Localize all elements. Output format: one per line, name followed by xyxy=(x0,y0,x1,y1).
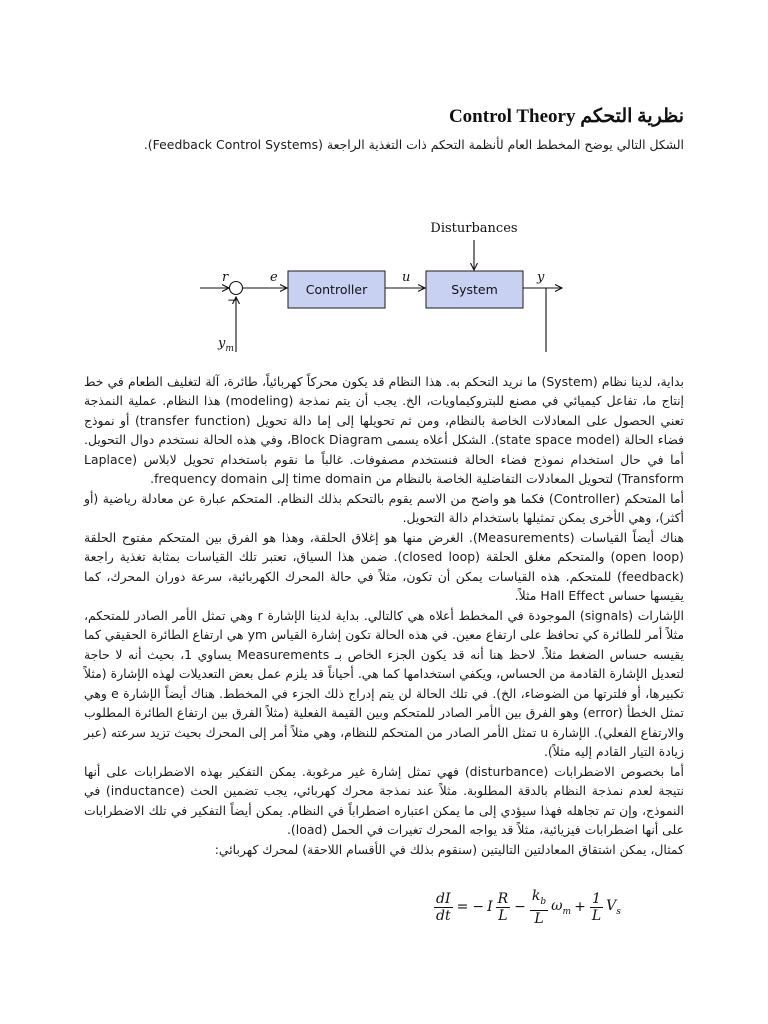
omega-subscript: m xyxy=(562,906,572,917)
kb-numerator xyxy=(530,888,548,911)
signal-u-label: u xyxy=(402,269,411,285)
voltage-symbol: V xyxy=(606,898,617,914)
kb-subscript: b xyxy=(540,896,547,907)
intro-paragraph: الشكل التالي يوضح المخطط العام لأنظمة التحكم ذات التغذية الراجعة (Feedback Control Systems). xyxy=(143,137,684,152)
system-label: System xyxy=(451,281,498,297)
derivative-fraction xyxy=(434,891,453,924)
title-english: Control Theory xyxy=(448,106,576,127)
minus-sign: − xyxy=(227,292,238,307)
paragraph-signals: الإشارات (signals) الموجودة في المخطط أعلاه هي كالتالي. بداية لدينا الإشارة r وهي تمثل الأمر الصادر للمتحكم، مثلاً أمر للطائرة كي تحافظ على ارتفاع معين. في هذه الحالة تكون إشارة القياس ym هي ارتفاع الطائرة الحقيقي كما يقيسه حساس الضغط مثلاً. لاحظ هنا أنه قد يكون الجزء الخاص بـ Measurements يساوي 1، بحيث أنه لا حاجة لتعديل الإشارة القادمة من الحساس، ويكفي استخدامها كما هي. أحياناً قد يلزم عمل بعض التعديلات لهذه الإشارة (مثلاً تكبيرها، أو فلترتها من الضوضاء، الخ). في تلك الحالة لن يتم إدراج ذلك الجزء في المخطط. هناك أيضاً الإشارة e وهي تمثل الخطأ (error) وهو الفرق بين الأمر الصادر للمتحكم وبين القيمة الفعلية (مثلاً الفرق بين ارتفاع الطائرة المطلوب والارتفاع الفعلي). الإشارة u تمثل الأمر الصادر من المتحكم للنظام، وهي مثلاً أمر إلى المحرك بحيث تزيد سرعته (عبر زيادة التيار القادم إليه مثلاً). xyxy=(84,607,685,759)
one-over-l-fraction xyxy=(590,891,603,924)
minus-sign-1: − xyxy=(472,899,485,916)
one-numerator: 1 xyxy=(592,890,601,907)
derivative-denominator: dt xyxy=(436,907,451,924)
motor-equation xyxy=(432,888,622,927)
signal-y-label: y xyxy=(537,269,545,285)
disturbances-label: Disturbances xyxy=(430,220,518,236)
kb-over-l-fraction xyxy=(530,888,548,927)
signal-r-label: r xyxy=(222,269,229,285)
paragraph-measurements: هناك أيضاً القياسات (Measurements). الغرض منها هو إغلاق الحلقة، وهذا هو الفرق بين المتحكم مفتوح الحلقة (open loop) والمتحكم مغلق الحلقة (closed loop). ضمن هذا السياق، تعتبر تلك القياسات بمثابة تغذية راجعة (feedback) للمتحكم. هذه القياسات يمكن أن تكون، مثلاً في حالة المحرك الكهربائية، سرعة دوران المحرك، كما يقيسها حساس Hall Effect مثلاً. xyxy=(84,529,685,603)
signal-e-label: e xyxy=(270,269,278,285)
paragraph-controller: أما المتحكم (Controller) فكما هو واضح من الاسم يقوم بالتحكم بذلك النظام. المتحكم عبارة عن معادلة رياضية (أو أكثر)، وهي الأخرى يمكن تمثيلها باستخدام دالة التحويل. xyxy=(84,490,684,525)
minus-sign-2: − xyxy=(514,899,526,916)
inductance-symbol-2: L xyxy=(534,910,544,927)
ym-subscript: m xyxy=(225,343,234,352)
document-page xyxy=(84,105,684,859)
ym-base: y xyxy=(218,335,226,351)
kb-symbol: k xyxy=(531,888,541,904)
paragraph-example: كمثال، يمكن اشتقاق المعادلتين التاليتين (سنقوم بذلك في الأقسام اللاحقة) لمحرك كهربائي: xyxy=(214,841,684,857)
page-title xyxy=(84,105,684,129)
omega-symbol: ω xyxy=(551,898,563,914)
r-over-l-fraction xyxy=(496,891,511,924)
title-arabic: نظرية التحكم xyxy=(580,106,684,127)
controller-label: Controller xyxy=(305,281,368,297)
equals-sign: = xyxy=(456,899,469,916)
plus-sign: + xyxy=(574,899,586,916)
signal-ym-label xyxy=(217,336,234,352)
block-diagram-svg xyxy=(84,167,684,352)
voltage-subscript: s xyxy=(616,906,621,917)
paragraph-disturbance: أما بخصوص الاضطرابات (disturbance) فهي تمثل إشارة غير مرغوبة. يمكن التفكير بهذه الاضطرابات على أنها نتيجة لعدم نمذجة النظام بالدقة المطلوبة. مثلاً عند نمذجة محرك كهربائي، يجب تضمين الحث (inductance) في النموذج، وإن تم تجاهله فهذا سيؤدي إلى ما يمكن اعتباره اضطراباً في النظام. يمكن أيضاً التفكير في تلك الاضطرابات على أنها اضطرابات فيزيائية، مثلاً قد يواجه المحرك تغيرات في الحمل (load). xyxy=(84,763,684,837)
paragraph-system: بداية، لدينا نظام (System) ما نريد التحكم به. هذا النظام قد يكون محركاً كهربائياً، طائرة، آلة لتغليف الطعام في خط إنتاج ما، تفاعل كيميائي في مصنع للبتروكيماويات، الخ. يجب أن يتم نمذجة (modeling) هذا النظام. عملية النمذجة تعني الحصول على المعادلات الخاصة بالنظام، ومن ثم تحويلها إلى إما دالة تحويل (transfer function) أو نموذج فضاء الحالة (state space model). الشكل أعلاه يسمى Block Diagram، وفي هذه الحالة نستخدم دوال التحويل. أما في حال استخدام نموذج فضاء الحالة فنستخدم مصفوفات. غالباً ما نقوم باستخدام تحويل لابلاس (Laplace Transform) لتحويل المعادلات التفاضلية الخاصة بالنظام من time domain إلى frequency domain. xyxy=(84,373,685,486)
omega-term xyxy=(551,898,571,917)
derivative-numerator: dI xyxy=(436,890,451,907)
resistance-symbol: R xyxy=(497,890,509,907)
current-symbol: I xyxy=(487,899,493,916)
inductance-symbol-1: L xyxy=(498,907,508,924)
voltage-term xyxy=(606,898,621,917)
feedback-control-diagram xyxy=(84,167,684,352)
inductance-symbol-3: L xyxy=(591,907,602,924)
